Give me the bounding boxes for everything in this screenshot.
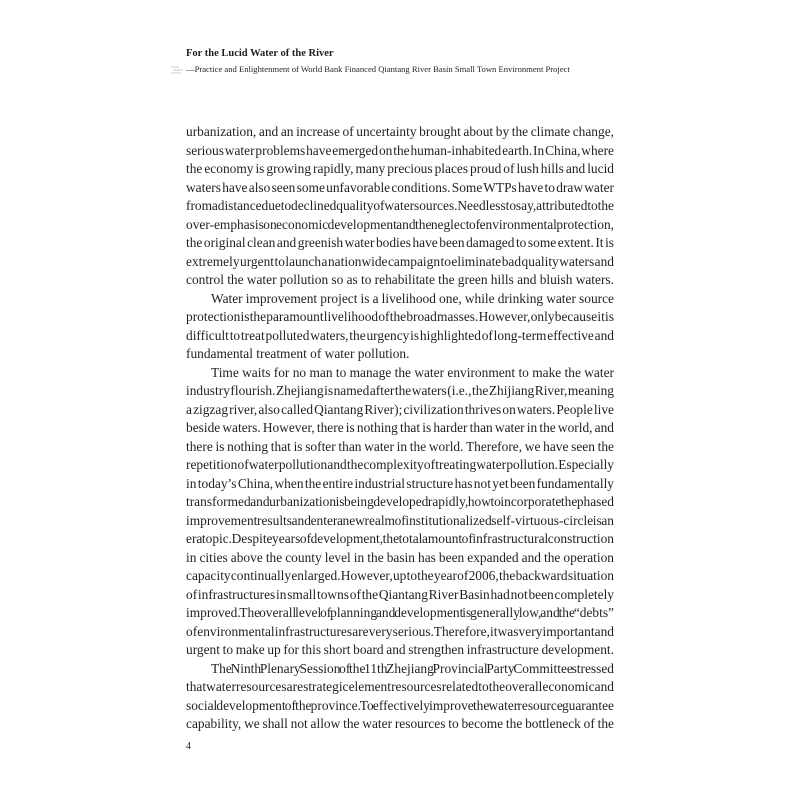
text-line [186,327,614,346]
text-line-content: The Ninth Plenary Session of the 11th Zhejiang Provincial Party Committee stressed [211,660,614,676]
text-line-content: Water improvement project is a livelihood one, while drinking water source [211,290,614,306]
text-line-content: Time waits for no man to manage the water environment to make the water [211,364,614,380]
text-line [186,604,614,623]
text-line [186,530,614,549]
paragraph [186,290,614,364]
text-line [186,586,614,605]
text-line-content: in cities above the county level in the basin has been expanded and the operation [186,549,614,565]
text-line [186,660,614,679]
text-line [186,364,614,383]
text-line [186,715,614,734]
text-line [186,623,614,642]
text-line [186,678,614,697]
text-line-content: urbanization, and an increase of uncertainty brought about by the climate change, [186,124,614,139]
text-line [186,493,614,512]
text-line-content: waters have also seen some unfavorable conditions. Some WTPs have to draw water [186,179,614,195]
text-line [186,271,614,290]
text-line-content: protection is the paramount livelihood of the broad masses. However, only because it is [186,309,614,324]
text-line [186,123,614,142]
text-line-content: social development of the province. To effectively improve the water resource guarantee [186,697,614,713]
text-line [186,290,614,309]
text-line [186,401,614,420]
text-line [186,475,614,494]
header-subtitle: —Practice and Enlightenment of World Bank Financed Qiantang River Basin Small Town Environment Project [186,64,570,74]
text-line-content: fundamental treatment of water pollution. [186,346,410,361]
text-line-content: that water resources are strategic element resources related to the overall economic and [186,679,614,694]
text-line-content: urgent to make up for this short board and strengthen infrastructure development. [186,642,614,657]
text-line-content: of environmental infrastructures are very serious. Therefore, it was very important and [186,623,614,639]
page-number: 4 [186,741,191,752]
paragraph [186,364,614,660]
text-line-content: from a distance due to declined quality of water sources. Needless to say, attributed to the [186,198,614,213]
header-title: For the Lucid Water of the River [186,48,334,59]
text-line [186,567,614,586]
paragraph [186,660,614,734]
text-line-content: control the water pollution so as to rehabilitate the green hills and bluish waters. [186,272,614,287]
text-line-content: era topic. Despite years of development, the total amount of infrastructural construction [186,531,614,546]
text-line-content: the original clean and greenish water bodies have been damaged to some extent. It is [186,235,614,250]
text-line-content: difficult to treat polluted waters, the urgency is highlighted of long-term effective and [186,327,614,343]
text-line [186,512,614,531]
text-line-content: there is nothing that is softer than water in the world. Therefore, we have seen the [186,438,614,454]
text-line [186,641,614,660]
text-line-content: capacity continually enlarged. However, up to the year of 2006, the backward situation [186,568,614,583]
text-line [186,160,614,179]
text-line [186,253,614,272]
text-line-content: the economy is growing rapidly, many precious places proud of lush hills and lucid [186,161,614,176]
text-line [186,549,614,568]
text-line-content: of infrastructures in small towns of the Qiantang River Basin had not been completely [186,586,614,602]
text-line-content: transformed and urbanization is being developed rapidly, how to incorporate the phased [186,494,614,509]
text-line-content: over-emphasis on economic development and the neglect of environmental protection, [186,216,614,232]
text-line [186,456,614,475]
text-line [186,197,614,216]
text-line [186,419,614,438]
text-line [186,179,614,198]
text-line [186,216,614,235]
text-line [186,345,614,364]
text-line-content: capability, we shall not allow the water resources to become the bottleneck of the [186,716,614,731]
text-line-content: improvement results and enter a new realm of institutionalized self-virtuous-circle is an [186,512,614,528]
text-line-content: serious water problems have emerged on the human-inhabited earth. In China, where [186,142,614,158]
text-line-content: a zigzag river, also called Qiantang River); civilization thrives on waters. People live [186,401,614,417]
text-line-content: in today’s China, when the entire industrial structure has not yet been fundamentally [186,475,614,491]
text-line [186,382,614,401]
text-line [186,234,614,253]
text-line-content: improved. The overall level of planning and development is generally low, and the “debts” [186,605,614,620]
text-line-content: extremely urgent to launch a nationwide campaign to eliminate bad quality waters and [186,253,614,269]
wave-ornament-icon [170,65,184,74]
text-line [186,697,614,716]
text-line-content: repetition of water pollution and the complexity of treating water pollution. Especially [186,457,614,472]
text-line [186,308,614,327]
text-line [186,438,614,457]
body-text [186,123,614,734]
paragraph [186,123,614,290]
text-line [186,142,614,161]
text-line-content: industry flourish. Zhejiang is named after the waters (i.e., the Zhijiang River, meaning [186,383,614,398]
text-line-content: beside waters. However, there is nothing that is harder than water in the world, and [186,420,614,435]
